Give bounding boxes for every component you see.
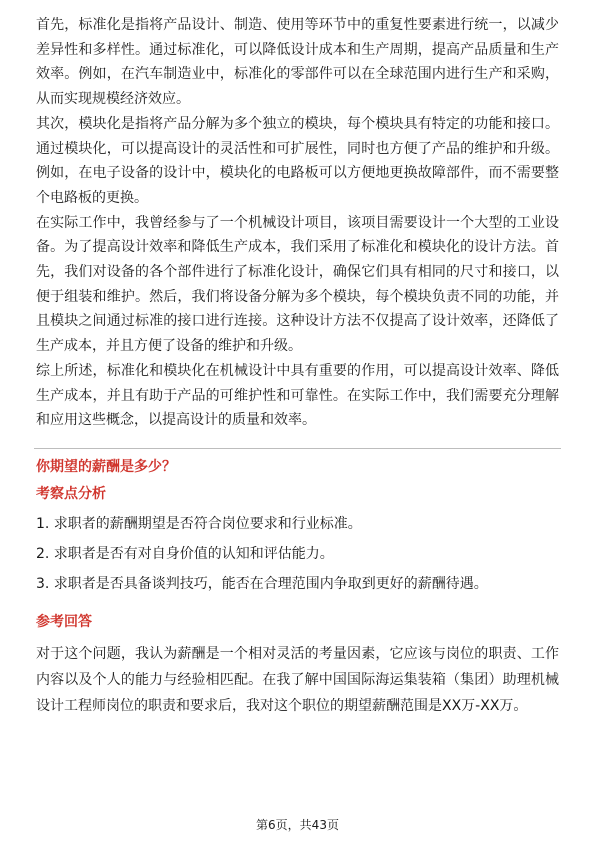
paragraph-modularization: 其次，模块化是指将产品分解为多个独立的模块，每个模块具有特定的功能和接口。通过模块化，可以提高设计的灵活性和可扩展性，同时也方便了产品的维护和升级。例如，在电子设备的设计中，模块化的电路板可以方便地更换故障部件，而不需要整个电路板的更换。 xyxy=(36,115,559,206)
analysis-heading: 考察点分析 xyxy=(36,485,106,502)
page-number: 第6页，共43页 xyxy=(256,818,339,832)
reference-heading: 参考回答 xyxy=(36,613,92,630)
analysis-point-2: 2. 求职者是否有对自身价值的认知和评估能力。 xyxy=(36,545,334,562)
analysis-point-1: 1. 求职者的薪酬期望是否符合岗位要求和行业标准。 xyxy=(36,515,362,532)
reference-answer: 对于这个问题，我认为薪酬是一个相对灵活的考量因素，它应该与岗位的职责、工作内容以及个人的能力与经验相匹配。在我了解中国国际海运集装箱（集团）助理机械设计工程师岗位的职责和要求后，我对这个职位的期望薪酬范围是XX万-XX万。 xyxy=(36,645,559,714)
paragraph-project-example: 在实际工作中，我曾经参与了一个机械设计项目，该项目需要设计一个大型的工业设备。为了提高设计效率和降低生产成本，我们采用了标准化和模块化的设计方法。首先，我们对设备的各个部件进行了标准化设计，确保它们具有相同的尺寸和接口，以便于组装和维护。然后，我们将设备分解为多个模块，每个模块负责不同的功能，并且模块之间通过标准的接口进行连接。这种设计方法不仅提高了设计效率，还降低了生产成本，并且方便了设备的维护和升级。 xyxy=(36,214,559,355)
section-divider xyxy=(34,448,561,449)
document-page xyxy=(36,13,559,719)
paragraph-standardization: 首先，标准化是指将产品设计、制造、使用等环节中的重复性要素进行统一，以减少差异性和多样性。通过标准化，可以降低设计成本和生产周期，提高产品质量和生产效率。例如，在汽车制造业中，标准化的零部件可以在全球范围内进行生产和采购，从而实现规模经济效应。 xyxy=(36,17,559,108)
paragraph-summary: 综上所述，标准化和模块化在机械设计中具有重要的作用，可以提高设计效率、降低生产成本，并且有助于产品的可维护性和可靠性。在实际工作中，我们需要充分理解和应用这些概念，以提高设计的质量和效率。 xyxy=(36,362,559,429)
question-title: 你期望的薪酬是多少？ xyxy=(36,458,176,475)
analysis-point-3: 3. 求职者是否具备谈判技巧，能否在合理范围内争取到更好的薪酬待遇。 xyxy=(36,575,488,592)
